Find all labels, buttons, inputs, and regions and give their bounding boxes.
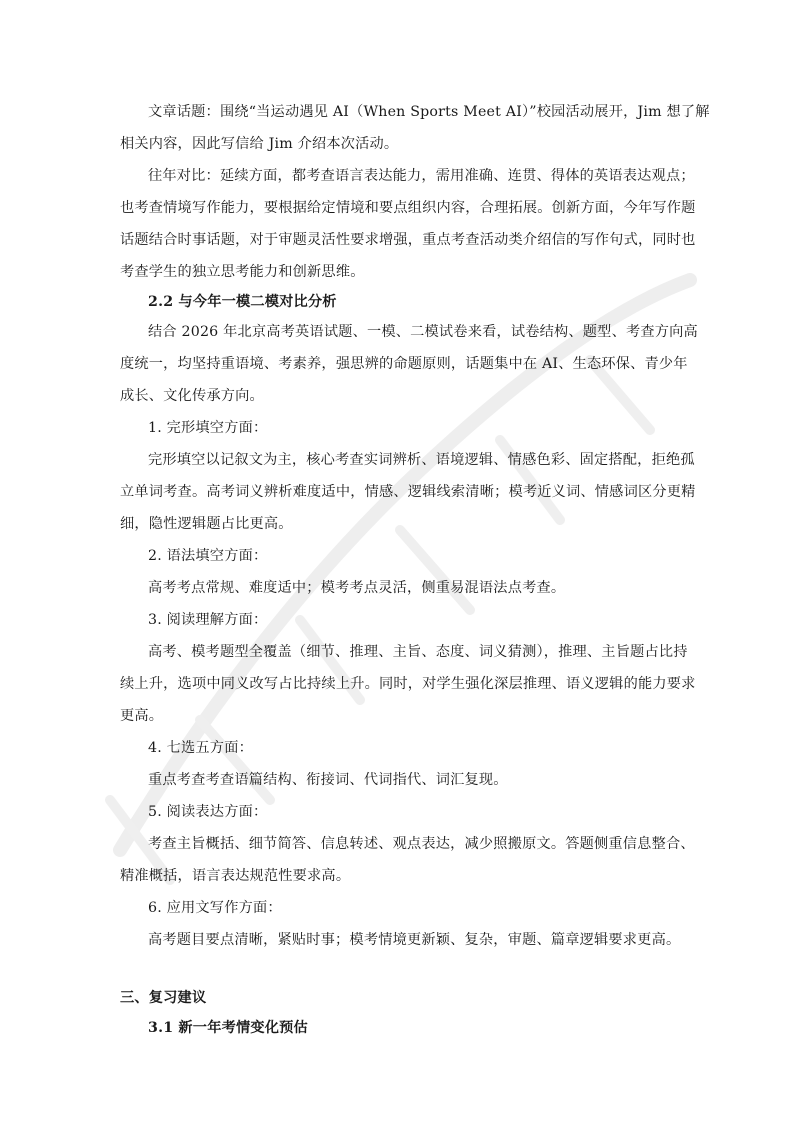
seven-title: 4. 七选五方面：: [148, 740, 253, 756]
intro-line-3: 成长、文化传承方向。: [120, 388, 264, 404]
section-heading-3: 三、复习建议: [120, 990, 207, 1006]
cloze-line-3: 细，隐性逻辑题占比更高。: [120, 516, 293, 532]
section-heading-3-1: 3.1 新一年考情变化预估: [148, 1020, 308, 1036]
cloze-line-1: 完形填空以记叙文为主，核心考查实词辨析、语境逻辑、情感色彩、固定搭配，拒绝孤: [148, 452, 695, 468]
expression-line-2: 精准概括，语言表达规范性要求高。: [120, 868, 351, 884]
section-heading-2-2: 2.2 与今年一模二模对比分析: [148, 294, 337, 310]
comparison-line-2: 也考查情境写作能力，要根据给定情境和要点组织内容，合理拓展。创新方面，今年写作题: [120, 200, 696, 216]
intro-line-2: 度统一，均坚持重语境、考素养，强思辨的命题原则，话题集中在 AI、生态环保、青少年: [120, 356, 688, 372]
writing-line-1: 高考题目要点清晰，紧贴时事；模考情境更新颖、复杂，审题、篇章逻辑要求更高。: [148, 932, 681, 948]
grammar-line-1: 高考考点常规、难度适中；模考考点灵活，侧重易混语法点考查。: [148, 580, 566, 596]
comparison-line-1: 往年对比：延续方面，都考查语言表达能力，需用准确、连贯、得体的英语表达观点；: [148, 168, 695, 184]
topic-line-2: 相关内容，因此写信给 Jim 介绍本次活动。: [120, 136, 399, 152]
comparison-line-3: 话题结合时事话题，对于审题灵活性要求增强，重点考查活动类介绍信的写作句式，同时也: [120, 232, 696, 248]
grammar-title: 2. 语法填空方面：: [148, 548, 268, 564]
reading-line-2: 续上升，选项中同义改写占比持续上升。同时，对学生强化深层推理、语义逻辑的能力要求: [120, 676, 696, 692]
cloze-title: 1. 完形填空方面：: [148, 420, 268, 436]
expression-line-1: 考查主旨概括、细节简答、信息转述、观点表达，减少照搬原文。答题侧重信息整合、: [148, 836, 695, 852]
seven-line-1: 重点考查考查语篇结构、衔接词、代词指代、词汇复现。: [148, 772, 508, 788]
reading-line-1: 高考、模考题型全覆盖（细节、推理、主旨、态度、词义猜测），推理、主旨题占比持: [148, 644, 688, 660]
reading-line-3: 更高。: [120, 708, 164, 724]
intro-line-1: 结合 2026 年北京高考英语试题、一模、二模试卷来看，试卷结构、题型、考查方向高: [148, 324, 698, 340]
comparison-line-4: 考查学生的独立思考能力和创新思维。: [120, 264, 365, 280]
writing-title: 6. 应用文写作方面：: [148, 900, 282, 916]
cloze-line-2: 立单词考查。高考词义辨析难度适中，情感、逻辑线索清晰；模考近义词、情感词区分更精: [120, 484, 696, 500]
reading-title: 3. 阅读理解方面：: [148, 612, 268, 628]
topic-line-1: 文章话题：围绕“当运动遇见 AI（When Sports Meet AI）”校园活动展开，Jim 想了解: [148, 104, 710, 120]
expression-title: 5. 阅读表达方面：: [148, 804, 268, 820]
